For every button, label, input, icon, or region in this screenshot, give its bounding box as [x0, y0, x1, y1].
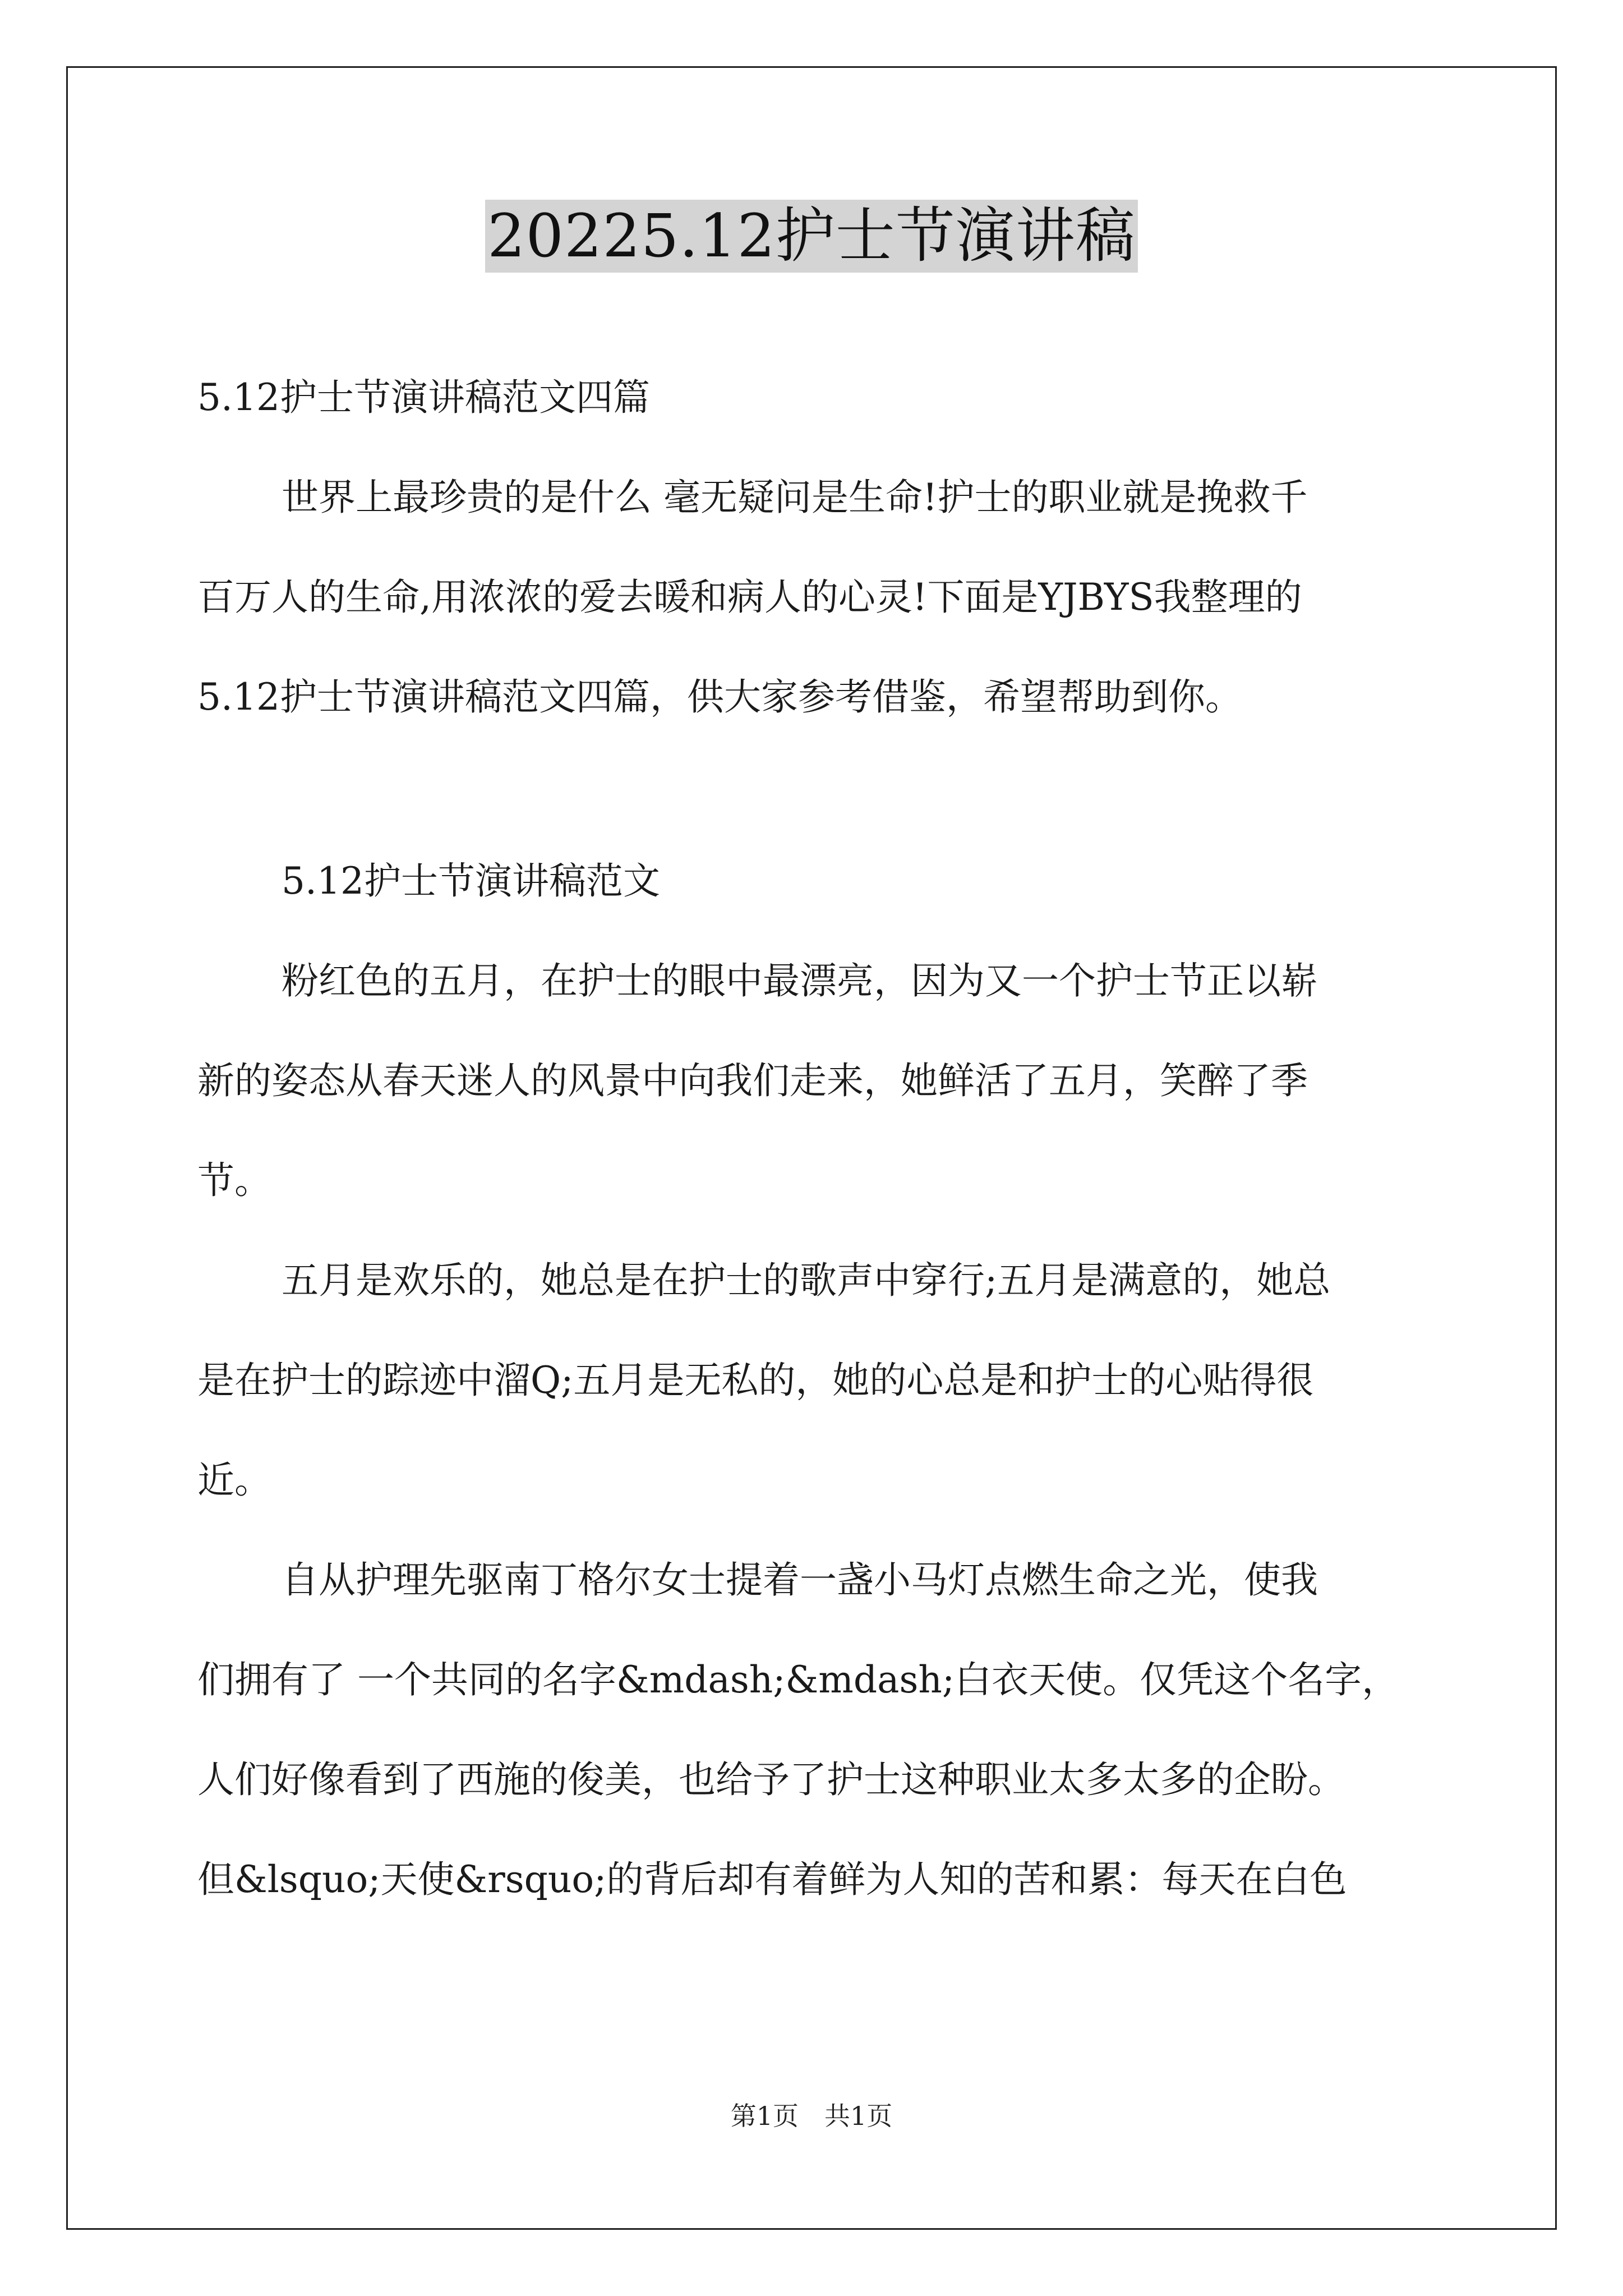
document-heading: 5.12护士节演讲稿范文四篇 — [197, 376, 650, 419]
paragraph-line: 节。 — [197, 1159, 271, 1202]
paragraph-line: 粉红色的五月，在护士的眼中最漂亮，因为又一个护士节正以崭 — [282, 959, 1318, 1002]
paragraph-line: 五月是欢乐的，她总是在护士的歌声中穿行;五月是满意的，她总 — [282, 1259, 1331, 1302]
paragraph-line: 但&lsquo;天使&rsquo;的背后却有着鲜为人知的苦和累：每天在白色 — [197, 1858, 1347, 1901]
paragraph-2 — [197, 1231, 1431, 1530]
document-body — [197, 348, 1431, 1930]
paragraph-3 — [197, 1530, 1431, 1930]
page-footer: 第1页 共1页 — [730, 2101, 893, 2131]
section-heading: 5.12护士节演讲稿范文 — [282, 859, 660, 903]
paragraph-line: 人们好像看到了西施的俊美，也给予了护士这种职业太多太多的企盼。 — [197, 1758, 1345, 1801]
intro-paragraph — [197, 448, 1431, 747]
document-title: 20225.12护士节演讲稿 — [485, 200, 1138, 273]
paragraph-1 — [197, 931, 1431, 1231]
intro-line: 世界上最珍贵的是什么 毫无疑问是生命!护士的职业就是挽救千 — [282, 476, 1308, 519]
title-wrap — [0, 200, 1623, 273]
paragraph-line: 自从护理先驱南丁格尔女士提着一盏小马灯点燃生命之光，使我 — [282, 1558, 1318, 1602]
paragraph-line: 新的姿态从春天迷人的风景中向我们走来，她鲜活了五月，笑醉了季 — [197, 1059, 1308, 1102]
paragraph-line: 是在护士的踪迹中溜Q;五月是无私的，她的心总是和护士的心贴得很 — [197, 1359, 1314, 1402]
paragraph-line: 们拥有了 一个共同的名字&mdash;&mdash;白衣天使。仅凭这个名字， — [197, 1658, 1399, 1701]
intro-line: 5.12护士节演讲稿范文四篇，供大家参考借鉴，希望帮助到你。 — [197, 675, 1242, 719]
intro-line: 百万人的生命,用浓浓的爱去暖和病人的心灵!下面是YJBYS我整理的 — [197, 576, 1302, 619]
paragraph-line: 近。 — [197, 1458, 271, 1502]
